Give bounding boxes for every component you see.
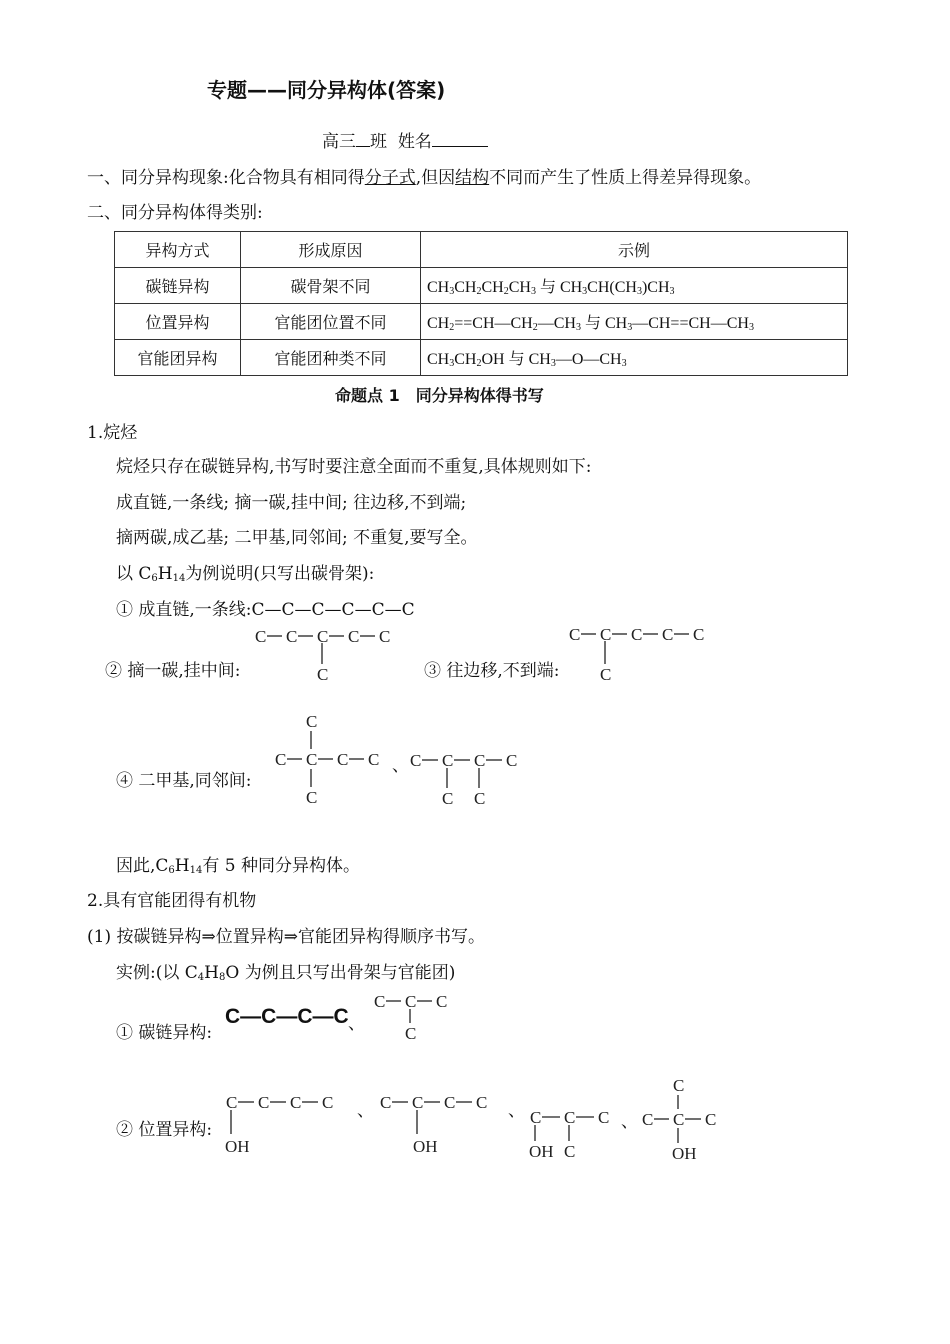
alkane-heading: 1.烷烃 (87, 423, 138, 443)
carbon-atom: C (600, 665, 612, 684)
carbon-atom: C (317, 627, 329, 646)
alkane-rule1: 成直链,一条线; 摘一碳,挂中间; 往边移,不到端; (116, 493, 467, 513)
subscript: 3 (627, 322, 633, 333)
table-header: 异构方式 (115, 232, 241, 268)
example-h: H (204, 963, 219, 983)
subscript: 3 (449, 358, 455, 369)
section1-middle: ,但因 (415, 168, 456, 188)
carbon-atom: C (476, 1093, 488, 1112)
subscript: 3 (621, 358, 627, 369)
carbon-atom: C (564, 1142, 576, 1161)
subscript: 2 (532, 322, 538, 333)
hydroxyl-label: OH (672, 1144, 697, 1163)
table-header: 示例 (421, 232, 848, 268)
isomer-cause: 碳骨架不同 (241, 268, 421, 304)
isomer-type: 位置异构 (115, 304, 241, 340)
formula-text: CH (427, 279, 450, 296)
table-header: 形成原因 (241, 232, 421, 268)
formula-text: 与 CH (535, 279, 583, 296)
table-row (115, 340, 848, 376)
subscript: 2 (503, 286, 509, 297)
formula-text: —CH (537, 315, 576, 332)
carbon-atom: C (642, 1110, 654, 1129)
formula-text: OH 与 CH (481, 351, 551, 368)
hydroxyl-label: OH (225, 1137, 250, 1156)
formula-text: —O—CH (555, 351, 622, 368)
conclusion-h: H (174, 856, 190, 876)
subscript: 3 (575, 322, 581, 333)
isomer-type-table (114, 231, 848, 376)
subscript: 2 (476, 358, 482, 369)
structure-2-methylpentane (255, 626, 400, 688)
carbon-atom: C (442, 789, 454, 808)
example-suffix: 为例说明(只写出碳骨架): (185, 564, 375, 584)
hydroxyl-label: OH (529, 1142, 554, 1161)
separator: 、 (357, 1101, 374, 1121)
structure-2-2-dimethylbutane (272, 711, 392, 811)
structure-1-butanol (222, 1088, 357, 1160)
carbon-atom: C (322, 1093, 334, 1112)
carbon-atom: C (405, 1024, 417, 1043)
example-h: H (157, 564, 173, 584)
carbon-atom: C (290, 1093, 302, 1112)
formula-text: CH (427, 315, 450, 332)
subscript: 8 (218, 972, 226, 983)
carbon-atom: C (226, 1093, 238, 1112)
formula-text: CH (454, 279, 477, 296)
example-prefix: 以 C (116, 564, 152, 584)
position-isomer-label: ② 位置异构: (116, 1120, 213, 1140)
section2-heading: 二、同分异构体得类别: (87, 203, 263, 223)
subscript: 3 (530, 286, 536, 297)
carbon-atom: C (474, 789, 486, 808)
subscript: 6 (151, 573, 158, 584)
carbon-atom: C (255, 627, 267, 646)
formula-text: CH (481, 279, 504, 296)
carbon-atom: C (564, 1108, 576, 1127)
name-blank[interactable] (432, 130, 488, 147)
carbon-atom: C (275, 750, 287, 769)
alkane-example (116, 559, 374, 584)
section1-prefix: 一、同分异构现象:化合物具有相同得 (87, 168, 365, 188)
term-structure: 结构 (455, 168, 490, 188)
structure-2-3-dimethylbutane (405, 748, 525, 810)
table-header-row (115, 232, 848, 268)
carbon-atom: C (258, 1093, 270, 1112)
isomer-example (421, 268, 848, 304)
functional-heading: 2.具有官能团得有机物 (87, 891, 257, 911)
carbon-atom: C (444, 1093, 456, 1112)
subscript: 3 (748, 322, 754, 333)
chain-isomer-label: ① 碳链异构: (116, 1023, 213, 1043)
carbon-atom: C (379, 627, 391, 646)
structure-2-methyl-2-propanol (638, 1075, 733, 1167)
alkane-step3-label: ③ 往边移,不到端: (424, 661, 560, 681)
formula-text: )CH (641, 279, 670, 296)
separator: 、 (392, 756, 409, 776)
carbon-atom: C (474, 751, 486, 770)
subscript: 3 (669, 286, 675, 297)
carbon-atom: C (693, 625, 705, 644)
subscript: 6 (168, 865, 175, 876)
alkane-step1: ① 成直链,一条线:C—C—C—C—C—C (116, 600, 415, 620)
carbon-atom: C (306, 788, 318, 807)
class-prefix: 高三 (322, 132, 356, 152)
carbon-atom: C (442, 751, 454, 770)
carbon-atom: C (412, 1093, 424, 1112)
name-label: 姓名 (397, 132, 432, 152)
carbon-atom: C (436, 992, 448, 1011)
class-blank[interactable] (356, 130, 370, 147)
carbon-atom: C (368, 750, 380, 769)
isomer-cause: 官能团位置不同 (241, 304, 421, 340)
structure-2-butanol (376, 1088, 506, 1160)
formula-text: —CH==CH—CH (632, 315, 749, 332)
structure-isobutane (370, 989, 470, 1045)
carbon-atom: C (306, 750, 318, 769)
separator: 、 (348, 1014, 365, 1034)
subscript: 14 (172, 573, 186, 584)
isomer-type: 碳链异构 (115, 268, 241, 304)
structure-2-methyl-1-propanol (526, 1105, 621, 1167)
alkane-rule2: 摘两碳,成乙基; 二甲基,同邻间; 不重复,要写全。 (116, 528, 478, 548)
functional-order: (1) 按碳链异构⇒位置异构⇒官能团异构得顺序书写。 (87, 927, 485, 947)
subscript: 3 (582, 286, 588, 297)
carbon-atom: C (348, 627, 360, 646)
point1-heading: 命题点 1 同分异构体得书写 (335, 386, 544, 405)
carbon-atom: C (569, 625, 581, 644)
subscript: 4 (197, 972, 205, 983)
subscript: 3 (636, 286, 642, 297)
carbon-atom: C (380, 1093, 392, 1112)
class-suffix: 班 (370, 132, 387, 152)
carbon-atom: C (337, 750, 349, 769)
conclusion-prefix: 因此,C (116, 856, 169, 876)
isomer-example (421, 304, 848, 340)
formula-text: ==CH—CH (454, 315, 533, 332)
chain-linear-butane: C—C—C—C (225, 1005, 349, 1028)
alkane-step2-label: ② 摘一碳,挂中间: (105, 661, 241, 681)
class-name-line (322, 127, 488, 152)
formula-text: CH (454, 351, 477, 368)
alkane-conclusion (116, 851, 360, 876)
isomer-example (421, 340, 848, 376)
carbon-atom: C (374, 992, 386, 1011)
section1-suffix: 不同而产生了性质上得差异得现象。 (489, 168, 762, 188)
carbon-atom: C (506, 751, 518, 770)
carbon-atom: C (673, 1110, 685, 1129)
formula-text: CH(CH (587, 279, 637, 296)
hydroxyl-label: OH (413, 1137, 438, 1156)
table-row (115, 268, 848, 304)
subscript: 3 (550, 358, 556, 369)
alkane-step4-label: ④ 二甲基,同邻间: (116, 771, 252, 791)
table-row (115, 304, 848, 340)
formula-text: CH (508, 279, 531, 296)
carbon-atom: C (530, 1108, 542, 1127)
carbon-atom: C (405, 992, 417, 1011)
example-suffix: O 为例且只写出骨架与官能团) (225, 963, 456, 983)
carbon-atom: C (705, 1110, 717, 1129)
subscript: 2 (476, 286, 482, 297)
example-prefix: 实例:(以 C (116, 963, 198, 983)
section1-line (87, 163, 761, 188)
carbon-atom: C (306, 712, 318, 731)
subscript: 14 (189, 865, 203, 876)
formula-text: CH (427, 351, 450, 368)
separator: 、 (621, 1112, 638, 1132)
structure-3-methylpentane (569, 624, 719, 686)
conclusion-suffix: 有 5 种同分异构体。 (202, 856, 360, 876)
term-molecular-formula: 分子式 (364, 168, 416, 188)
isomer-cause: 官能团种类不同 (241, 340, 421, 376)
carbon-atom: C (631, 625, 643, 644)
functional-example (116, 958, 455, 983)
formula-text: 与 CH (580, 315, 628, 332)
carbon-atom: C (317, 665, 329, 684)
carbon-atom: C (598, 1108, 610, 1127)
carbon-atom: C (410, 751, 422, 770)
carbon-atom: C (600, 625, 612, 644)
carbon-atom: C (673, 1076, 685, 1095)
page-title: 专题——同分异构体(答案) (207, 78, 446, 102)
subscript: 2 (449, 322, 455, 333)
subscript: 3 (449, 286, 455, 297)
isomer-type: 官能团异构 (115, 340, 241, 376)
separator: 、 (508, 1101, 525, 1121)
carbon-atom: C (286, 627, 298, 646)
carbon-atom: C (662, 625, 674, 644)
alkane-intro: 烷烃只存在碳链异构,书写时要注意全面而不重复,具体规则如下: (116, 457, 592, 477)
